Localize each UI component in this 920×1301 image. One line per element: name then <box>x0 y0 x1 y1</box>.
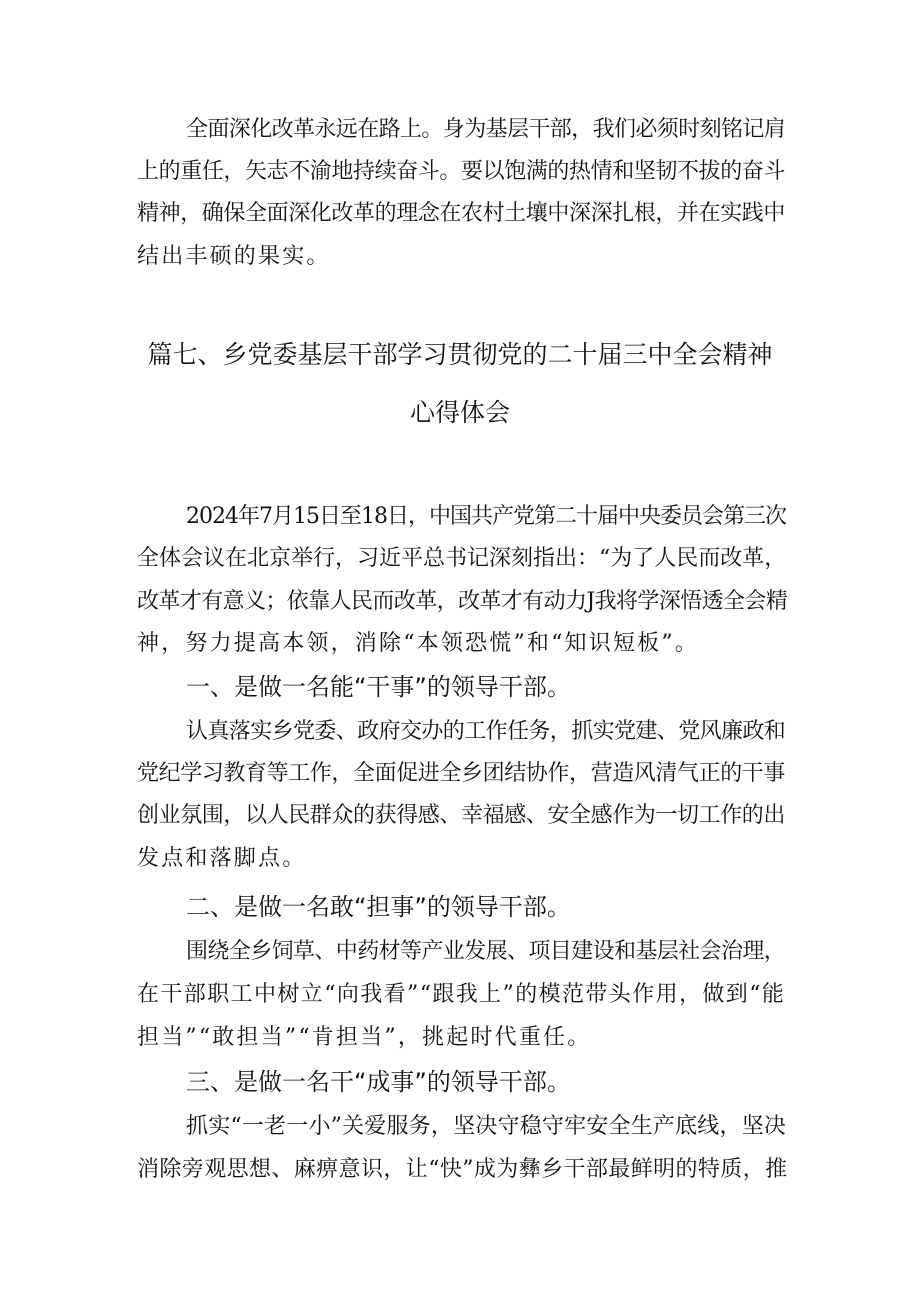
section-2-line-1: 围绕全乡饲草、中药材等产业发展、项目建设和基层社会治理， <box>186 939 786 964</box>
section-2-line-3: 担当”“敢担当”“肯担当”，挑起时代重任。 <box>137 1025 592 1050</box>
section-1-heading: 一、是做一名能“干事”的领导干部。 <box>186 673 571 701</box>
article-title-line-2: 心得体会 <box>409 398 510 427</box>
section-1-line-3: 创业氛围，以人民群众的获得感、幸福感、安全感作为一切工作的出 <box>137 803 786 828</box>
opening-line-1: 2024年7月15日至18日，中国共产党第二十届中央委员会第三次 <box>186 504 786 529</box>
intro-line-4: 结出丰硕的果实。 <box>137 244 331 269</box>
section-1-line-1: 认真落实乡党委、政府交办的工作任务，抓实党建、党风廉政和 <box>186 719 786 744</box>
section-2-heading: 二、是做一名敢“担事”的领导干部。 <box>186 893 571 921</box>
section-3-heading: 三、是做一名干“成事”的领导干部。 <box>186 1068 571 1096</box>
section-3-line-1: 抓实“一老一小”关爱服务，坚决守稳守牢安全生产底线，坚决 <box>186 1114 787 1139</box>
section-3-line-2: 消除旁观思想、麻痹意识，让“快”成为彝乡干部最鲜明的特质，推 <box>137 1157 788 1182</box>
section-1-line-4: 发点和落脚点。 <box>137 846 307 871</box>
opening-line-2: 全体会议在北京举行，习近平总书记深刻指出：“为了人民而改革， <box>137 546 787 571</box>
intro-line-1: 全面深化改革永远在路上。身为基层干部，我们必须时刻铭记肩 <box>186 117 786 142</box>
section-2-line-2: 在干部职工中树立“向我看”“跟我上”的模范带头作用，做到“能 <box>137 982 786 1007</box>
section-1-line-2: 党纪学习教育等工作，全面促进全乡团结协作，营造风清气正的干事 <box>137 761 786 786</box>
intro-line-3: 精神，确保全面深化改革的理念在农村土壤中深深扎根，并在实践中 <box>137 201 786 226</box>
article-title-line-1: 篇七、乡党委基层干部学习贯彻党的二十届三中全会精神 <box>147 340 773 369</box>
intro-line-2: 上的重任，矢志不渝地持续奋斗。要以饱满的热情和坚韧不拔的奋斗 <box>137 159 786 184</box>
opening-line-3: 改革才有意义；依靠人民而改革，改革才有动力J我将学深悟透全会精 <box>137 589 788 614</box>
opening-line-4: 神，努力提高本领，消除“本领恐慌”和“知识短板”。 <box>137 631 699 656</box>
